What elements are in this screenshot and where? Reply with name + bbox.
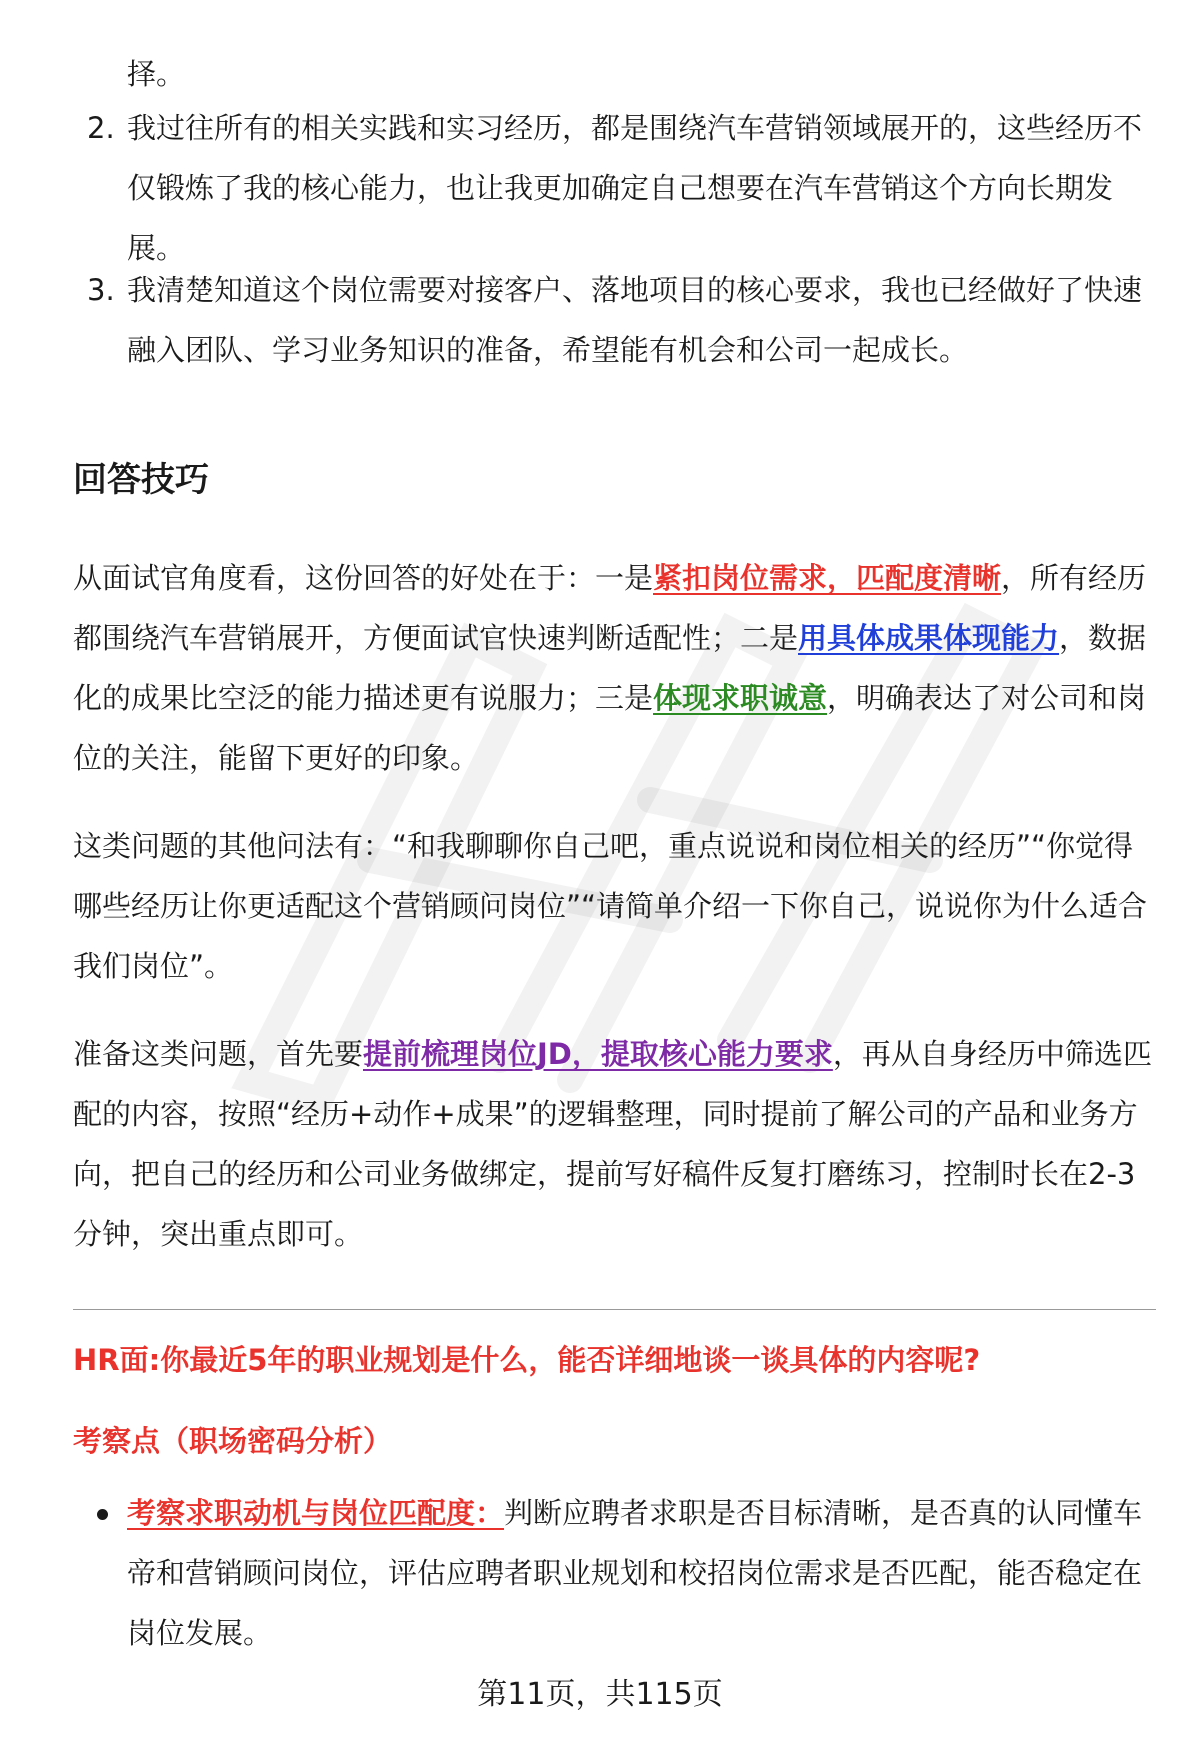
hr-question: HR面:你最近5年的职业规划是什么，能否详细地谈一谈具体的内容呢? [73,1343,981,1377]
paragraph-text: ，所有经历都围绕汽车营销展开，方便面试官快速判断适配性；二是 [73,561,1147,655]
list-number: 2. [87,111,115,145]
list-item-text: 我清楚知道这个岗位需要对接客户、落地项目的核心要求，我也已经做好了快速融入团队、学习业务知识的准备，希望能有机会和公司一起成长。 [127,273,1143,367]
kaochadian-heading: 考察点（职场密码分析） [73,1424,393,1458]
continued-text: 择。 [127,57,186,91]
section-divider [73,1309,1156,1310]
paragraph-text: ，再从自身经历中筛选匹配的内容，按照“经历+动作+成果”的逻辑整理，同时提前了解公司的产品和业务方向，把自己的经历和公司业务做绑定，提前写好稿件反复打磨练习，控制时长在2-3分钟，突出重点即可。 [73,1037,1152,1251]
bullet-text-block [127,1483,1153,1663]
paragraph-text: ，明确表达了对公司和岗位的关注，能留下更好的印象。 [73,681,1147,775]
other-questions-paragraph: 这类问题的其他问法有：“和我聊聊你自己吧，重点说说和岗位相关的经历”“你觉得哪些经历让你更适配这个营销顾问岗位”“请简单介绍一下你自己，说说你为什么适合我们岗位”。 [73,829,1148,983]
paragraph-text: ，数据化的成果比空泛的能力描述更有说服力；三是 [73,621,1147,715]
list-item-3 [73,260,1153,380]
list-item-2 [73,98,1153,278]
highlight-purple: 提前梳理岗位JD，提取核心能力要求 [363,1037,833,1071]
paragraph-text: 准备这类问题，首先要 [73,1037,364,1071]
bullet-dot-icon [97,1509,108,1520]
list-number: 3. [87,273,115,307]
list-item-text: 我过往所有的相关实践和实习经历，都是围绕汽车营销领域展开的，这些经历不仅锻炼了我的核心能力，也让我更加确定自己想要在汽车营销这个方向长期发展。 [127,111,1143,265]
answer-tips-paragraph [73,548,1153,788]
preparation-paragraph [73,1024,1153,1264]
page-footer: 第11页，共115页 [477,1677,723,1712]
bullet-item [73,1483,1153,1663]
highlight-red: 紧扣岗位需求，匹配度清晰 [653,561,1002,595]
bullet-text: 判断应聘者求职是否目标清晰，是否真的认同懂车帝和营销顾问岗位，评估应聘者职业规划和校招岗位需求是否匹配，能否稳定在岗位发展。 [127,1496,1143,1650]
section-title: 回答技巧 [73,460,209,500]
paragraph-text: 从面试官角度看，这份回答的好处在于：一是 [73,561,654,595]
bullet-label: 考察求职动机与岗位匹配度： [127,1496,505,1530]
highlight-green: 体现求职诚意 [653,681,828,715]
highlight-blue: 用具体成果体现能力 [798,621,1060,655]
